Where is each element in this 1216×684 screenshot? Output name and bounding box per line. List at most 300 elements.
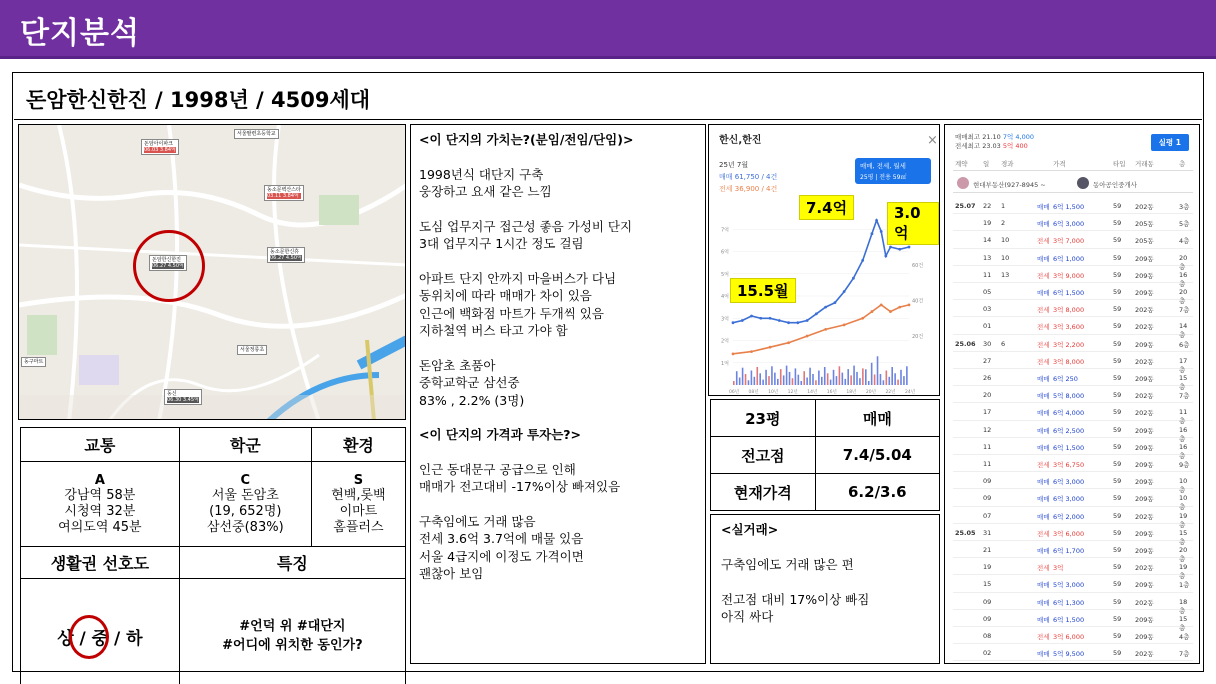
tx-cell: 25.06 bbox=[955, 339, 976, 348]
volume-bar bbox=[847, 369, 849, 385]
question-price: <이 단지의 가격과 투자는?> bbox=[419, 427, 582, 442]
tx-cell: 3층 bbox=[1179, 203, 1190, 211]
volume-bar bbox=[856, 372, 858, 385]
tx-col-header: 거래동 bbox=[1135, 160, 1154, 168]
tx-cell: 매매 bbox=[1037, 478, 1050, 487]
tx-row[interactable] bbox=[953, 214, 1193, 231]
volume-bar bbox=[844, 379, 846, 385]
tx-cell: 13 bbox=[983, 253, 992, 262]
volume-bar bbox=[768, 376, 770, 385]
analysis-text-panel bbox=[410, 124, 706, 664]
tx-cell: 6억 250 bbox=[1053, 375, 1078, 383]
tx-cell: 3억 3,600 bbox=[1053, 323, 1085, 332]
tx-cell: 전세 bbox=[1037, 461, 1050, 469]
volume-bar bbox=[836, 376, 838, 385]
analysis-paragraph: 도심 업무지구 접근성 좋음 가성비 단지 3대 업무지구 1시간 정도 걸림 bbox=[419, 218, 633, 251]
tx-cell: 6억 4,000 bbox=[1053, 409, 1085, 418]
environment-line: 현백,롯백 bbox=[331, 488, 386, 504]
tx-cell: 59 bbox=[1113, 253, 1122, 262]
volume-bar bbox=[751, 371, 753, 386]
y-tick-label: 3억 bbox=[721, 316, 730, 323]
series-line-매매 bbox=[733, 220, 909, 322]
volume-bar bbox=[783, 375, 785, 385]
trade-line: 구축임에도 거래 많은 편 bbox=[721, 557, 854, 572]
series-point-매매 bbox=[778, 319, 781, 322]
volume-bar bbox=[827, 373, 829, 385]
tx-top-date: 23.03 bbox=[982, 142, 1001, 150]
volume-bar bbox=[759, 373, 761, 385]
tx-cell: 19층 bbox=[1179, 511, 1188, 529]
tx-cell: 08 bbox=[983, 632, 992, 640]
volume-bar bbox=[809, 368, 811, 385]
trade-notes-panel bbox=[710, 514, 940, 664]
tx-cell: 202동 bbox=[1135, 306, 1154, 315]
map-label[interactable]: 동구마트 bbox=[21, 357, 46, 367]
tx-cell: 209동 bbox=[1135, 547, 1154, 555]
tx-cell: 209동 bbox=[1135, 461, 1154, 469]
series-point-전세 bbox=[769, 346, 772, 349]
tx-col-header: 일 bbox=[983, 160, 990, 168]
tx-cell: 25.07 bbox=[955, 202, 976, 210]
volume-bar bbox=[733, 381, 735, 385]
volume-bar bbox=[839, 366, 841, 385]
tx-cell: 3억 6,000 bbox=[1053, 529, 1085, 538]
volume-bar bbox=[894, 373, 896, 385]
volume-bar bbox=[762, 380, 764, 385]
tx-cell: 59 bbox=[1113, 442, 1122, 451]
feature-tag: #어디에 위치한 동인가? bbox=[222, 637, 363, 653]
x-tick-label: 18년 bbox=[846, 390, 857, 395]
chart-title: 한신,한진 bbox=[719, 135, 762, 146]
series-point-매매 bbox=[875, 219, 878, 222]
tx-col-header: 가격 bbox=[1053, 160, 1066, 168]
volume-bar bbox=[774, 373, 776, 385]
tx-row[interactable] bbox=[953, 627, 1193, 644]
page-title: 단지분석 bbox=[20, 16, 140, 51]
tx-cell: 매매 bbox=[1037, 426, 1050, 435]
tx-row[interactable] bbox=[953, 249, 1193, 271]
tx-row[interactable] bbox=[953, 455, 1193, 472]
traffic-line: 시청역 32분 bbox=[64, 504, 136, 519]
map-canvas bbox=[19, 125, 406, 420]
volume-bar bbox=[891, 367, 893, 385]
agent-avatar bbox=[957, 177, 969, 189]
tx-cell: 209동 bbox=[1135, 633, 1154, 641]
analysis-paragraph: 돈암초 초품아 중학교학군 삼선중 83% , 2.2% (3명) bbox=[419, 357, 525, 408]
series-point-전세 bbox=[880, 304, 883, 307]
tx-row[interactable] bbox=[953, 335, 1193, 352]
tx-row[interactable] bbox=[953, 386, 1193, 403]
volume-bar bbox=[900, 370, 902, 385]
map-label[interactable]: 동소문벽산스타 03.11 3.84억 bbox=[264, 185, 304, 201]
volume-bar bbox=[880, 374, 882, 385]
chart-jeonse-summary: 전세 36,900 / 4건 bbox=[719, 185, 778, 193]
x-tick-label: 06년 bbox=[729, 390, 740, 395]
header-divider bbox=[0, 56, 1216, 59]
tx-cell: 59 bbox=[1113, 339, 1122, 348]
tx-cell: 202동 bbox=[1135, 564, 1154, 573]
volume-bar bbox=[906, 366, 908, 385]
volume-bar bbox=[868, 381, 870, 385]
tx-cell: 07 bbox=[983, 511, 992, 520]
question-value: <이 단지의 가치는?(분임/전임/단임)> bbox=[419, 132, 634, 147]
tx-row[interactable] bbox=[953, 317, 1193, 340]
price-table-r2-value: 6.2/3.6 bbox=[815, 474, 939, 511]
tx-cell: 59 bbox=[1113, 528, 1122, 537]
tx-row[interactable] bbox=[953, 524, 1193, 546]
tx-cell: 6억 2,000 bbox=[1053, 512, 1085, 521]
y2-tick-label: 40건 bbox=[912, 298, 924, 305]
volume-bar bbox=[888, 377, 890, 385]
tx-cell: 09 bbox=[983, 494, 992, 503]
tx-row[interactable] bbox=[953, 593, 1193, 615]
chart-sale-summary: 매매 61,750 / 4건 bbox=[719, 173, 778, 181]
agent-avatar bbox=[1077, 177, 1089, 189]
volume-bar bbox=[812, 374, 814, 385]
volume-bar bbox=[853, 366, 855, 385]
tx-cell: 매매 bbox=[1037, 392, 1050, 401]
volume-bar bbox=[792, 378, 794, 385]
tx-cell: 202동 bbox=[1135, 512, 1154, 521]
tx-summary bbox=[955, 133, 1034, 151]
series-point-전세 bbox=[861, 317, 864, 320]
map-label-target-complex[interactable]: 돈암한신한진 06.27 4.50억 bbox=[149, 255, 187, 271]
tx-cell: 14 bbox=[983, 236, 992, 245]
traffic-line: 강남역 58분 bbox=[64, 488, 136, 504]
tx-cell: 1 bbox=[1001, 202, 1006, 210]
volume-bar bbox=[739, 378, 741, 386]
tx-cell: 10 bbox=[1001, 236, 1010, 245]
tx-cell: 59 bbox=[1113, 494, 1122, 503]
tx-header-row bbox=[953, 159, 1193, 171]
volume-bar bbox=[883, 380, 885, 385]
volume-bar bbox=[830, 380, 832, 385]
tx-cell: 10층 bbox=[1179, 494, 1188, 512]
environment-line: 이마트 bbox=[339, 504, 378, 519]
series-point-전세 bbox=[843, 324, 846, 327]
tx-cell: 202동 bbox=[1135, 392, 1154, 401]
tx-cell: 202동 bbox=[1135, 650, 1154, 659]
chart-period: 25년 7월 bbox=[719, 161, 749, 169]
tx-cell: 6억 1,300 bbox=[1053, 598, 1085, 607]
tx-cell: 4층 bbox=[1179, 633, 1190, 641]
volume-bar bbox=[771, 366, 773, 385]
tx-col-header: 계약 bbox=[955, 160, 968, 168]
tx-cell: 매매 bbox=[1037, 254, 1050, 263]
volume-bar bbox=[765, 370, 767, 385]
tx-cell: 209동 bbox=[1135, 375, 1154, 383]
map-label[interactable]: 돈암아이파크 06.03 3.84억 bbox=[141, 139, 179, 155]
tx-row[interactable] bbox=[953, 197, 1193, 214]
trade-line: 전고점 대비 17%이상 빠짐 아직 싸다 bbox=[721, 592, 870, 624]
tx-cell: 6억 1,700 bbox=[1053, 547, 1085, 555]
tx-cell: 59 bbox=[1113, 477, 1122, 486]
analysis-paragraph: 인근 동대문구 공급으로 인해 매매가 전고대비 -17%이상 빠져있음 bbox=[419, 461, 621, 494]
tx-cell: 20층 bbox=[1179, 253, 1188, 271]
volume-bar bbox=[886, 371, 888, 386]
tx-cell: 59 bbox=[1113, 597, 1122, 606]
tx-row[interactable] bbox=[953, 231, 1193, 248]
annotation-jeonse: 3.0억 bbox=[887, 202, 939, 245]
tx-cell: 26 bbox=[983, 374, 992, 382]
tx-cell: 202동 bbox=[1135, 409, 1154, 418]
tx-cell: 전세 bbox=[1037, 323, 1050, 332]
tx-cell: 09 bbox=[983, 477, 992, 486]
tx-cell: 59 bbox=[1113, 305, 1122, 314]
tx-row[interactable] bbox=[953, 644, 1193, 661]
chart-filter-label: 매매, 전세, 월세 bbox=[860, 162, 906, 170]
header-environment: 환경 bbox=[311, 428, 405, 462]
tx-row[interactable] bbox=[953, 610, 1193, 632]
tx-cell: 20층 bbox=[1179, 546, 1188, 563]
series-point-매매 bbox=[843, 290, 846, 293]
settle-button[interactable]: 실평 1 bbox=[1151, 134, 1189, 151]
y-tick-label: 1억 bbox=[721, 360, 730, 367]
tx-row[interactable] bbox=[953, 283, 1193, 305]
tx-cell: 209동 bbox=[1135, 529, 1154, 538]
tx-cell: 6억 1,500 bbox=[1053, 615, 1085, 624]
traffic-line: 여의도역 45분 bbox=[58, 519, 142, 535]
tx-cell: 7층 bbox=[1179, 650, 1190, 659]
tx-cell: 11 bbox=[983, 442, 992, 451]
tx-row[interactable] bbox=[953, 403, 1193, 426]
tx-cell: 59 bbox=[1113, 356, 1122, 365]
tx-cell: 59 bbox=[1113, 563, 1122, 572]
volume-bar bbox=[862, 368, 864, 385]
tx-cell: 205동 bbox=[1135, 237, 1154, 246]
tx-cell: 209동 bbox=[1135, 254, 1154, 263]
series-point-매매 bbox=[769, 317, 772, 320]
series-point-매매 bbox=[871, 232, 874, 235]
x-tick-label: 12년 bbox=[787, 390, 798, 395]
tx-cell: 31 bbox=[983, 528, 992, 537]
tx-cell: 10층 bbox=[1179, 477, 1188, 495]
series-point-전세 bbox=[806, 335, 809, 338]
tx-cell: 전세 bbox=[1037, 306, 1050, 315]
series-point-전세 bbox=[889, 310, 892, 313]
tx-row[interactable] bbox=[953, 438, 1193, 460]
tx-cell: 21 bbox=[983, 546, 992, 554]
header-school: 학군 bbox=[179, 428, 311, 462]
volume-bar bbox=[786, 366, 788, 385]
volume-bar bbox=[874, 375, 876, 386]
tx-cell: 매매 bbox=[1037, 220, 1050, 229]
price-table-r1-value: 7.4/5.04 bbox=[815, 437, 939, 474]
series-point-매매 bbox=[806, 319, 809, 322]
volume-bar bbox=[833, 370, 835, 385]
series-point-매매 bbox=[815, 312, 818, 315]
tx-cell: 59 bbox=[1113, 580, 1122, 589]
tx-cell: 15층 bbox=[1179, 374, 1188, 391]
volume-bar bbox=[748, 380, 750, 385]
tx-cell: 27 bbox=[983, 356, 992, 365]
tx-cell: 매매 bbox=[1037, 443, 1050, 452]
tx-cell: 59 bbox=[1113, 614, 1122, 623]
volume-bar bbox=[850, 375, 852, 385]
volume-bar bbox=[806, 378, 808, 386]
tx-cell: 1층 bbox=[1179, 581, 1190, 590]
complex-title: 돈암한신한진 / 1998년 / 4509세대 bbox=[14, 74, 1202, 120]
map-label[interactable]: 서울팔련초등학교 bbox=[234, 129, 279, 139]
tx-top-price: 7억 4,000 bbox=[1002, 133, 1034, 141]
tx-cell: 6억 3,000 bbox=[1053, 478, 1085, 487]
tx-cell: 19 bbox=[983, 219, 992, 228]
environment-line: 홈플러스 bbox=[333, 519, 384, 535]
tx-top-label: 전세최고 bbox=[955, 142, 981, 150]
tx-cell: 59 bbox=[1113, 202, 1122, 210]
tx-cell: 6억 1,500 bbox=[1053, 443, 1085, 452]
tx-cell: 202동 bbox=[1135, 203, 1154, 211]
volume-bar bbox=[795, 368, 797, 385]
tx-cell: 매매 bbox=[1037, 289, 1050, 297]
y2-tick-label: 60건 bbox=[912, 262, 924, 269]
tx-cell: 6억 2,500 bbox=[1053, 426, 1085, 435]
tx-cell: 전세 bbox=[1037, 271, 1050, 280]
volume-bar bbox=[903, 376, 905, 385]
volume-bar bbox=[745, 374, 747, 385]
tx-cell: 2 bbox=[1001, 219, 1006, 228]
tx-cell: 09 bbox=[983, 614, 992, 623]
tx-cell: 6층 bbox=[1179, 340, 1190, 349]
tx-cell: 11 bbox=[983, 270, 992, 279]
agent-name[interactable]: 동아공인중개사 bbox=[1093, 181, 1137, 189]
highlight-circle bbox=[133, 230, 205, 302]
tx-cell: 209동 bbox=[1135, 495, 1154, 504]
tx-cell: 15층 bbox=[1179, 528, 1188, 546]
school-cell bbox=[179, 462, 311, 547]
tx-row[interactable] bbox=[953, 300, 1193, 317]
tx-cell: 11 bbox=[983, 460, 992, 468]
tx-cell: 전세 bbox=[1037, 340, 1050, 349]
tx-cell: 7층 bbox=[1179, 392, 1190, 401]
tx-cell: 209동 bbox=[1135, 289, 1154, 297]
volume-bar bbox=[742, 368, 744, 385]
tx-cell: 209동 bbox=[1135, 271, 1154, 280]
tx-cell: 11층 bbox=[1179, 408, 1188, 426]
tx-cell: 3억 7,000 bbox=[1053, 237, 1085, 246]
series-point-전세 bbox=[824, 328, 827, 331]
tx-cell: 매매 bbox=[1037, 409, 1050, 418]
volume-bar bbox=[821, 377, 823, 385]
tx-row[interactable] bbox=[953, 369, 1193, 391]
pref-value-cell bbox=[21, 579, 180, 684]
price-table-r2-label: 현재가격 bbox=[711, 474, 816, 511]
tx-cell: 19층 bbox=[1179, 563, 1188, 581]
tx-col-header: 경과 bbox=[1001, 160, 1014, 168]
tx-col-header: 층 bbox=[1179, 160, 1186, 168]
tx-cell: 6억 1,000 bbox=[1053, 254, 1085, 263]
tx-cell: 209동 bbox=[1135, 478, 1154, 487]
tx-cell: 59 bbox=[1113, 322, 1122, 331]
tx-agent-row bbox=[953, 175, 1193, 193]
tx-cell: 전세 bbox=[1037, 529, 1050, 538]
tx-cell: 5층 bbox=[1179, 220, 1190, 229]
tx-cell: 20 bbox=[983, 391, 992, 400]
tx-cell: 59 bbox=[1113, 546, 1122, 554]
tx-row[interactable] bbox=[953, 507, 1193, 529]
tx-cell: 05 bbox=[983, 288, 992, 296]
tx-cell: 전세 bbox=[1037, 237, 1050, 246]
map-label[interactable]: 동소문한신휴 06.27 4.50억 bbox=[267, 247, 305, 263]
volume-bar bbox=[865, 369, 867, 385]
traffic-cell bbox=[21, 462, 180, 547]
tx-cell: 6억 1,500 bbox=[1053, 289, 1085, 297]
tx-cell: 전세 bbox=[1037, 357, 1050, 366]
tx-row[interactable] bbox=[953, 558, 1193, 581]
tx-cell: 4층 bbox=[1179, 237, 1190, 246]
tx-cell: 매매 bbox=[1037, 495, 1050, 504]
location-map[interactable] bbox=[18, 124, 406, 420]
price-table bbox=[710, 399, 940, 511]
tx-cell: 209동 bbox=[1135, 581, 1154, 590]
tx-cell: 6억 1,500 bbox=[1053, 203, 1085, 211]
tx-cell: 6 bbox=[1001, 339, 1006, 348]
map-label[interactable]: 동신 06.30 3.45억 bbox=[164, 389, 202, 405]
tx-cell: 13 bbox=[1001, 270, 1010, 279]
series-point-매매 bbox=[898, 248, 901, 251]
school-line: 서울 돈암초 bbox=[211, 488, 279, 504]
volume-bar bbox=[789, 372, 791, 385]
tx-row[interactable] bbox=[953, 421, 1193, 443]
tx-row[interactable] bbox=[953, 489, 1193, 512]
tx-cell: 3억 bbox=[1053, 564, 1064, 573]
feature-header: 특징 bbox=[179, 547, 405, 579]
tx-cell: 3억 2,200 bbox=[1053, 340, 1085, 349]
volume-bar bbox=[754, 377, 756, 385]
series-point-전세 bbox=[732, 352, 735, 355]
volume-bar bbox=[803, 371, 805, 385]
chart-filter-sub: 25평 | 전용 59㎡ bbox=[860, 174, 907, 181]
tx-row[interactable] bbox=[953, 472, 1193, 495]
y-tick-label: 2억 bbox=[721, 338, 730, 345]
series-point-전세 bbox=[908, 304, 911, 307]
agent-name[interactable]: 현대부동산(927-8945 ~ bbox=[973, 181, 1046, 189]
close-icon[interactable]: × bbox=[927, 133, 938, 148]
x-tick-label: 08년 bbox=[748, 390, 759, 395]
analysis-paragraph: 구축임에도 거래 많음 전세 3.6억 3.7억에 매물 있음 서울 4급지에 이정도 가격이면 괜찮아 보임 bbox=[419, 513, 584, 581]
tx-cell: 5억 3,000 bbox=[1053, 581, 1085, 590]
tx-cell: 3억 8,000 bbox=[1053, 306, 1085, 315]
tx-cell: 202동 bbox=[1135, 598, 1154, 607]
tx-cell: 59 bbox=[1113, 391, 1122, 400]
tx-row[interactable] bbox=[953, 352, 1193, 374]
volume-bar bbox=[859, 378, 861, 385]
tx-cell: 209동 bbox=[1135, 615, 1154, 624]
tx-cell: 22 bbox=[983, 202, 992, 210]
tx-cell: 59 bbox=[1113, 425, 1122, 434]
series-point-매매 bbox=[908, 246, 911, 249]
tx-top-date: 21.10 bbox=[982, 133, 1001, 141]
series-line-전세 bbox=[733, 305, 909, 354]
tx-cell: 10 bbox=[1001, 253, 1010, 262]
volume-bar bbox=[877, 356, 879, 385]
tx-cell: 209동 bbox=[1135, 426, 1154, 435]
tx-row[interactable] bbox=[953, 266, 1193, 288]
tx-row[interactable] bbox=[953, 575, 1193, 592]
y-tick-label: 5억 bbox=[721, 271, 730, 278]
tx-cell: 01 bbox=[983, 322, 992, 331]
tx-cell: 매매 bbox=[1037, 512, 1050, 521]
map-label[interactable]: 서울정릉초 bbox=[237, 345, 267, 355]
series-point-전세 bbox=[787, 341, 790, 344]
price-table-r1-label: 전고점 bbox=[711, 437, 816, 474]
price-chart bbox=[709, 125, 941, 397]
x-tick-label: 24년 bbox=[905, 390, 916, 395]
volume-bar bbox=[736, 371, 738, 385]
annotation-year: 15.5월 bbox=[730, 278, 796, 303]
volume-bar bbox=[824, 367, 826, 385]
tx-row[interactable] bbox=[953, 541, 1193, 563]
